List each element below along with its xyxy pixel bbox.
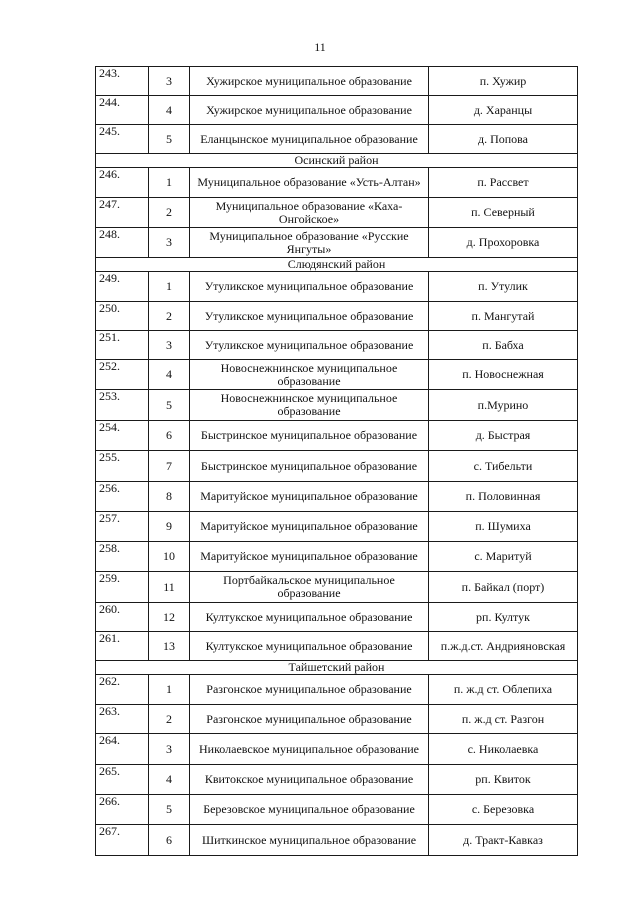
table-row [96,705,578,734]
row-number: 250. [96,302,149,331]
municipality-name: Муниципальное образование «Усть-Алтан» [190,168,429,198]
municipality-name: Николаевское муниципальное образование [190,734,429,765]
row-index: 3 [149,228,190,258]
row-index: 1 [149,272,190,302]
district-header-row [96,154,578,168]
table-row [96,272,578,302]
row-number: 248. [96,228,149,258]
row-index: 8 [149,482,190,512]
table-row [96,198,578,228]
settlement-name: п. Мангутай [429,302,578,331]
row-number: 256. [96,482,149,512]
table-row [96,390,578,421]
row-number: 245. [96,125,149,154]
row-index: 4 [149,765,190,795]
row-index: 5 [149,795,190,825]
district-name: Слюдянский район [96,258,578,272]
row-number: 257. [96,512,149,542]
municipality-name: Маритуйское муниципальное образование [190,482,429,512]
page-number: 11 [314,40,326,54]
municipality-name: Быстринское муниципальное образование [190,421,429,451]
table-row [96,572,578,603]
table-row [96,765,578,795]
row-number: 249. [96,272,149,302]
settlement-name: п. Бабха [429,331,578,360]
settlement-name: д. Харанцы [429,96,578,125]
settlement-name: п. ж.д ст. Облепиха [429,675,578,705]
municipality-name: Еланцынское муниципальное образование [190,125,429,154]
table-row [96,302,578,331]
settlement-name: п. Новоснежная [429,360,578,390]
municipality-name: Утуликское муниципальное образование [190,302,429,331]
municipality-name: Разгонское муниципальное образование [190,675,429,705]
municipality-name: Муниципальное образование «Каха-Онгойское» [190,198,429,228]
row-index: 6 [149,825,190,856]
settlement-name: с. Тибельти [429,451,578,482]
table-row [96,331,578,360]
row-number: 255. [96,451,149,482]
table-row [96,632,578,661]
municipality-name: Муниципальное образование «Русские Янгуты» [190,228,429,258]
row-index: 3 [149,331,190,360]
settlements-table [95,66,578,856]
district-name: Осинский район [96,154,578,168]
table-row [96,67,578,96]
table-row [96,542,578,572]
table-row [96,512,578,542]
district-name: Тайшетский район [96,661,578,675]
row-number: 251. [96,331,149,360]
municipality-name: Маритуйское муниципальное образование [190,542,429,572]
row-number: 261. [96,632,149,661]
row-number: 243. [96,67,149,96]
row-index: 11 [149,572,190,603]
table-row [96,421,578,451]
row-index: 4 [149,96,190,125]
settlement-name: с. Николаевка [429,734,578,765]
municipality-name: Хужирское муниципальное образование [190,96,429,125]
row-index: 2 [149,705,190,734]
district-header-row [96,258,578,272]
row-number: 252. [96,360,149,390]
settlement-name: п. ж.д ст. Разгон [429,705,578,734]
municipality-name: Быстринское муниципальное образование [190,451,429,482]
row-index: 3 [149,67,190,96]
row-index: 13 [149,632,190,661]
settlement-name: д. Прохоровка [429,228,578,258]
row-number: 267. [96,825,149,856]
district-header-row [96,661,578,675]
municipality-name: Новоснежнинское муниципальное образование [190,360,429,390]
municipality-name: Квитокское муниципальное образование [190,765,429,795]
municipality-name: Култукское муниципальное образование [190,632,429,661]
municipality-name: Култукское муниципальное образование [190,603,429,632]
municipality-name: Хужирское муниципальное образование [190,67,429,96]
municipality-name: Портбайкальское муниципальное образование [190,572,429,603]
settlement-name: п. Утулик [429,272,578,302]
row-index: 1 [149,168,190,198]
settlement-name: п. Половинная [429,482,578,512]
row-number: 253. [96,390,149,421]
table-row [96,451,578,482]
table-row [96,360,578,390]
row-index: 6 [149,421,190,451]
settlement-name: д. Тракт-Кавказ [429,825,578,856]
row-number: 244. [96,96,149,125]
row-index: 10 [149,542,190,572]
row-index: 5 [149,390,190,421]
row-number: 266. [96,795,149,825]
settlement-name: д. Быстрая [429,421,578,451]
municipality-name: Утуликское муниципальное образование [190,331,429,360]
table-row [96,734,578,765]
row-index: 12 [149,603,190,632]
table-row [96,482,578,512]
municipality-name: Шиткинское муниципальное образование [190,825,429,856]
settlement-name: п. Северный [429,198,578,228]
row-number: 262. [96,675,149,705]
municipality-name: Маритуйское муниципальное образование [190,512,429,542]
settlement-name: п.ж.д.ст. Андрияновская [429,632,578,661]
row-number: 258. [96,542,149,572]
settlement-name: д. Попова [429,125,578,154]
settlement-name: с. Маритуй [429,542,578,572]
settlement-name: рп. Култук [429,603,578,632]
row-number: 247. [96,198,149,228]
settlement-name: п. Хужир [429,67,578,96]
table-row [96,603,578,632]
table-row [96,125,578,154]
table-row [96,228,578,258]
row-index: 7 [149,451,190,482]
row-number: 264. [96,734,149,765]
settlement-name: рп. Квиток [429,765,578,795]
row-index: 2 [149,198,190,228]
row-index: 1 [149,675,190,705]
row-number: 265. [96,765,149,795]
settlement-name: п. Шумиха [429,512,578,542]
municipality-name: Разгонское муниципальное образование [190,705,429,734]
row-index: 2 [149,302,190,331]
settlement-name: п. Рассвет [429,168,578,198]
table-row [96,795,578,825]
municipality-name: Утуликское муниципальное образование [190,272,429,302]
settlement-name: п. Байкал (порт) [429,572,578,603]
row-index: 9 [149,512,190,542]
row-index: 5 [149,125,190,154]
row-number: 260. [96,603,149,632]
table-row [96,168,578,198]
row-index: 3 [149,734,190,765]
row-number: 246. [96,168,149,198]
table-row [96,825,578,856]
row-index: 4 [149,360,190,390]
row-number: 263. [96,705,149,734]
table-row [96,675,578,705]
municipality-name: Новоснежнинское муниципальное образование [190,390,429,421]
settlement-name: п.Мурино [429,390,578,421]
municipality-name: Березовское муниципальное образование [190,795,429,825]
table-row [96,96,578,125]
row-number: 254. [96,421,149,451]
row-number: 259. [96,572,149,603]
settlement-name: с. Березовка [429,795,578,825]
